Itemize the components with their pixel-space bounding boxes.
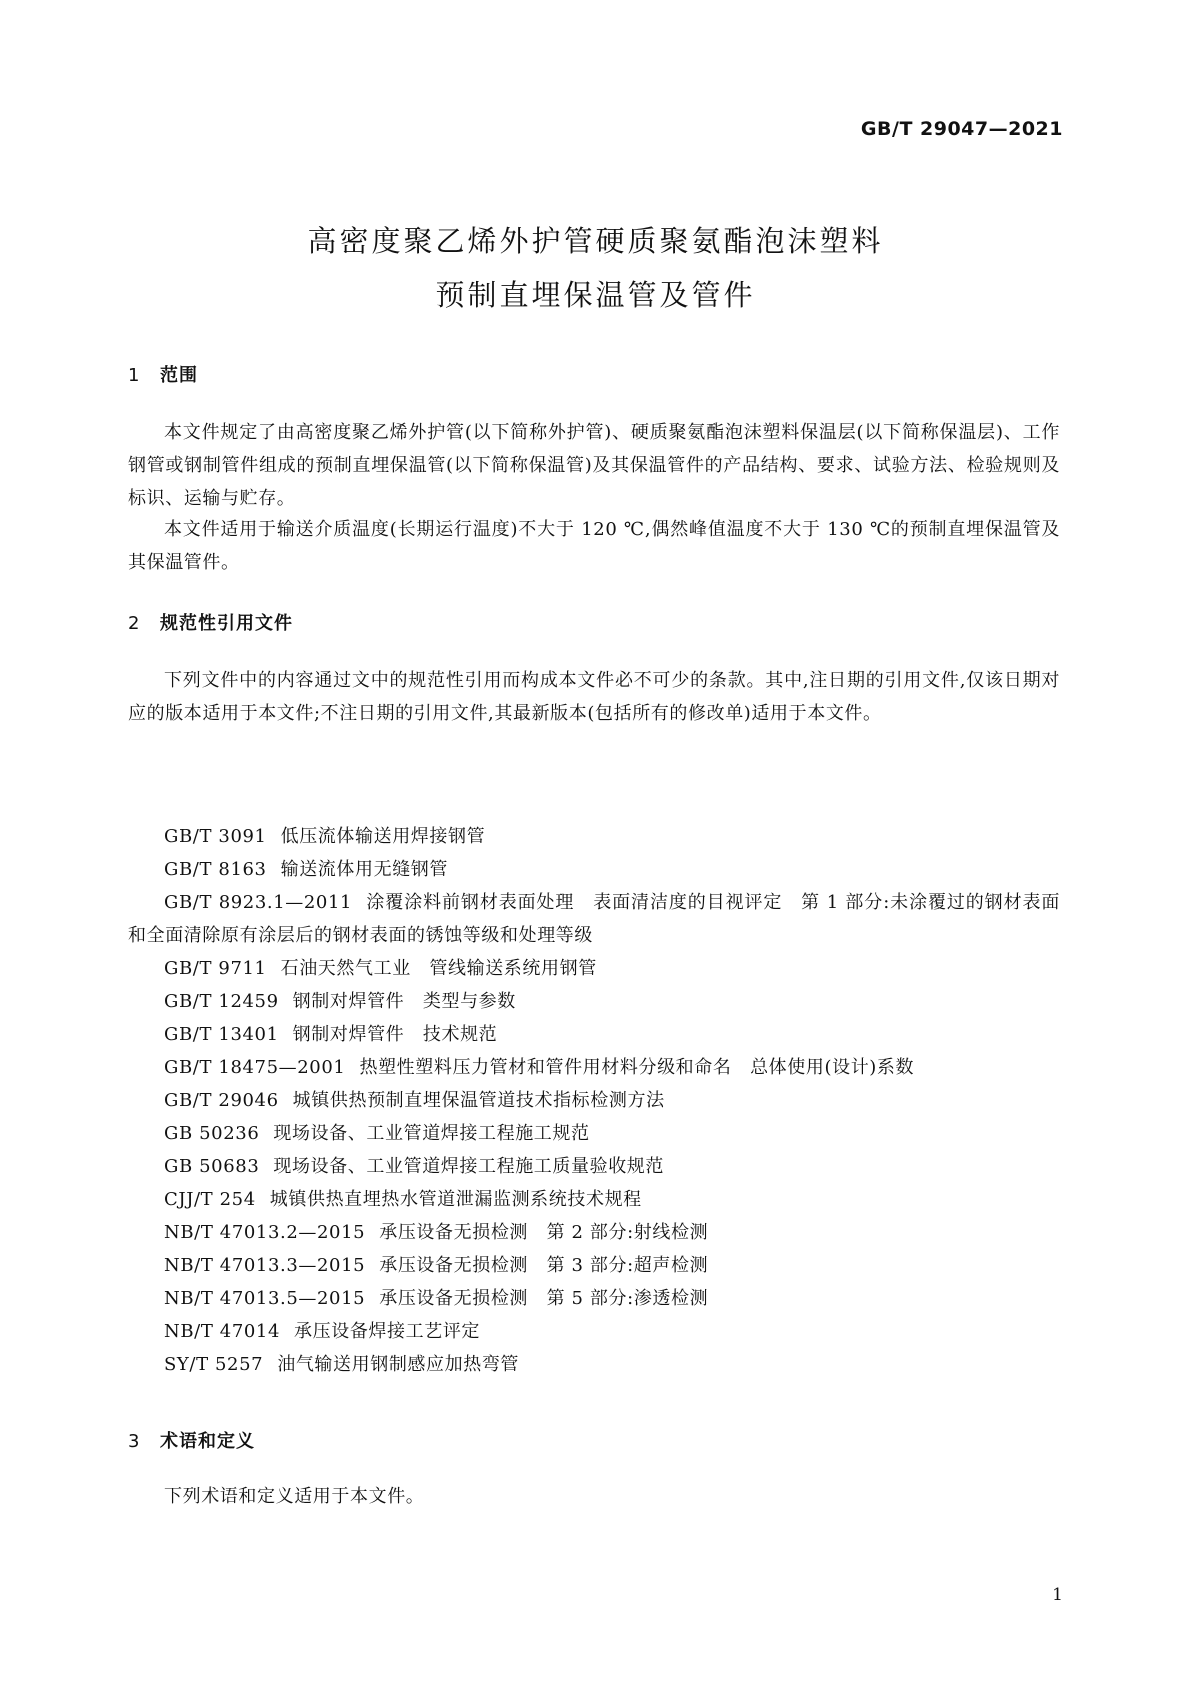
reference-title: 承压设备无损检测 第 3 部分:超声检测 xyxy=(379,1255,709,1276)
section-title: 规范性引用文件 xyxy=(160,613,293,634)
reference-code: GB/T 13401 xyxy=(164,1024,279,1045)
section-3-intro: 下列术语和定义适用于本文件。 xyxy=(164,1486,425,1507)
reference-code: NB/T 47014 xyxy=(164,1321,281,1342)
reference-code: SY/T 5257 xyxy=(164,1354,264,1375)
reference-title: 承压设备无损检测 第 2 部分:射线检测 xyxy=(379,1222,709,1243)
reference-title: 城镇供热预制直埋保温管道技术指标检测方法 xyxy=(292,1090,665,1111)
section-number: 3 xyxy=(128,1431,141,1452)
section-number: 1 xyxy=(128,365,141,386)
reference-item xyxy=(128,1216,1060,1249)
reference-title: 钢制对焊管件 类型与参数 xyxy=(292,991,516,1012)
document-title-line-1: 高密度聚乙烯外护管硬质聚氨酯泡沫塑料 xyxy=(307,224,884,258)
reference-item xyxy=(128,1183,1060,1216)
reference-code: GB/T 8163 xyxy=(164,859,267,880)
section-1-paragraph-1: 本文件规定了由高密度聚乙烯外护管(以下简称外护管)、硬质聚氨酯泡沫塑料保温层(以下简称保温层)、工作钢管或钢制管件组成的预制直埋保温管(以下简称保温管)及其保温管件的产品结构、要求、试验方法、检验规则及标识、运输与贮存。 xyxy=(128,422,1060,509)
reference-code: GB/T 9711 xyxy=(164,958,267,979)
reference-code: NB/T 47013.2—2015 xyxy=(164,1222,366,1243)
reference-title: 低压流体输送用焊接钢管 xyxy=(280,826,486,847)
reference-code: NB/T 47013.5—2015 xyxy=(164,1288,366,1309)
section-title: 范围 xyxy=(160,365,198,386)
reference-item xyxy=(128,1282,1060,1315)
reference-item xyxy=(128,1348,1060,1381)
reference-title: 油气输送用钢制感应加热弯管 xyxy=(277,1354,520,1375)
normative-reference-list xyxy=(128,820,1060,1381)
reference-code: GB 50236 xyxy=(164,1123,260,1144)
page-number: 1 xyxy=(1052,1585,1063,1605)
section-number: 2 xyxy=(128,613,141,634)
reference-item xyxy=(128,1249,1060,1282)
reference-item xyxy=(128,1117,1060,1150)
reference-item xyxy=(128,1018,1060,1051)
reference-title: 承压设备无损检测 第 5 部分:渗透检测 xyxy=(379,1288,709,1309)
reference-code: CJJ/T 254 xyxy=(164,1189,256,1210)
reference-code: GB/T 3091 xyxy=(164,826,267,847)
reference-title: 石油天然气工业 管线输送系统用钢管 xyxy=(280,958,597,979)
reference-title: 承压设备焊接工艺评定 xyxy=(294,1321,481,1342)
reference-code: GB/T 29046 xyxy=(164,1090,279,1111)
reference-title: 现场设备、工业管道焊接工程施工质量验收规范 xyxy=(273,1156,664,1177)
reference-item xyxy=(128,1150,1060,1183)
reference-item xyxy=(128,1084,1060,1117)
reference-title: 城镇供热直埋热水管道泄漏监测系统技术规程 xyxy=(269,1189,642,1210)
reference-code: GB/T 18475—2001 xyxy=(164,1057,346,1078)
section-1-heading xyxy=(128,361,198,387)
reference-code: GB/T 12459 xyxy=(164,991,279,1012)
section-title: 术语和定义 xyxy=(160,1431,255,1452)
reference-item xyxy=(128,1315,1060,1348)
reference-item xyxy=(128,1051,1060,1084)
reference-code: GB/T 8923.1—2011 xyxy=(164,892,353,913)
reference-code: GB 50683 xyxy=(164,1156,260,1177)
reference-title: 涂覆涂料前钢材表面处理 表面清洁度的目视评定 第 1 部分:未涂覆过的钢材表面和全面清除原有涂层后的钢材表面的锈蚀等级和处理等级 xyxy=(128,892,1060,946)
reference-title: 现场设备、工业管道焊接工程施工规范 xyxy=(273,1123,590,1144)
reference-title: 热塑性塑料压力管材和管件用材料分级和命名 总体使用(设计)系数 xyxy=(359,1057,915,1078)
document-title-line-2: 预制直埋保温管及管件 xyxy=(435,278,756,312)
standard-code: GB/T 29047—2021 xyxy=(860,118,1063,140)
reference-code: NB/T 47013.3—2015 xyxy=(164,1255,366,1276)
reference-title: 钢制对焊管件 技术规范 xyxy=(292,1024,498,1045)
section-2-heading xyxy=(128,609,293,635)
reference-item xyxy=(128,853,1060,886)
reference-item xyxy=(128,985,1060,1018)
section-1-paragraph-2: 本文件适用于输送介质温度(长期运行温度)不大于 120 ℃,偶然峰值温度不大于 130 ℃的预制直埋保温管及其保温管件。 xyxy=(128,519,1060,573)
reference-title: 输送流体用无缝钢管 xyxy=(280,859,449,880)
reference-item xyxy=(128,886,1060,952)
section-3-heading xyxy=(128,1427,255,1453)
section-2-intro: 下列文件中的内容通过文中的规范性引用而构成本文件必不可少的条款。其中,注日期的引用文件,仅该日期对应的版本适用于本文件;不注日期的引用文件,其最新版本(包括所有的修改单)适用于本文件。 xyxy=(128,670,1060,724)
reference-item xyxy=(128,820,1060,853)
reference-item xyxy=(128,952,1060,985)
